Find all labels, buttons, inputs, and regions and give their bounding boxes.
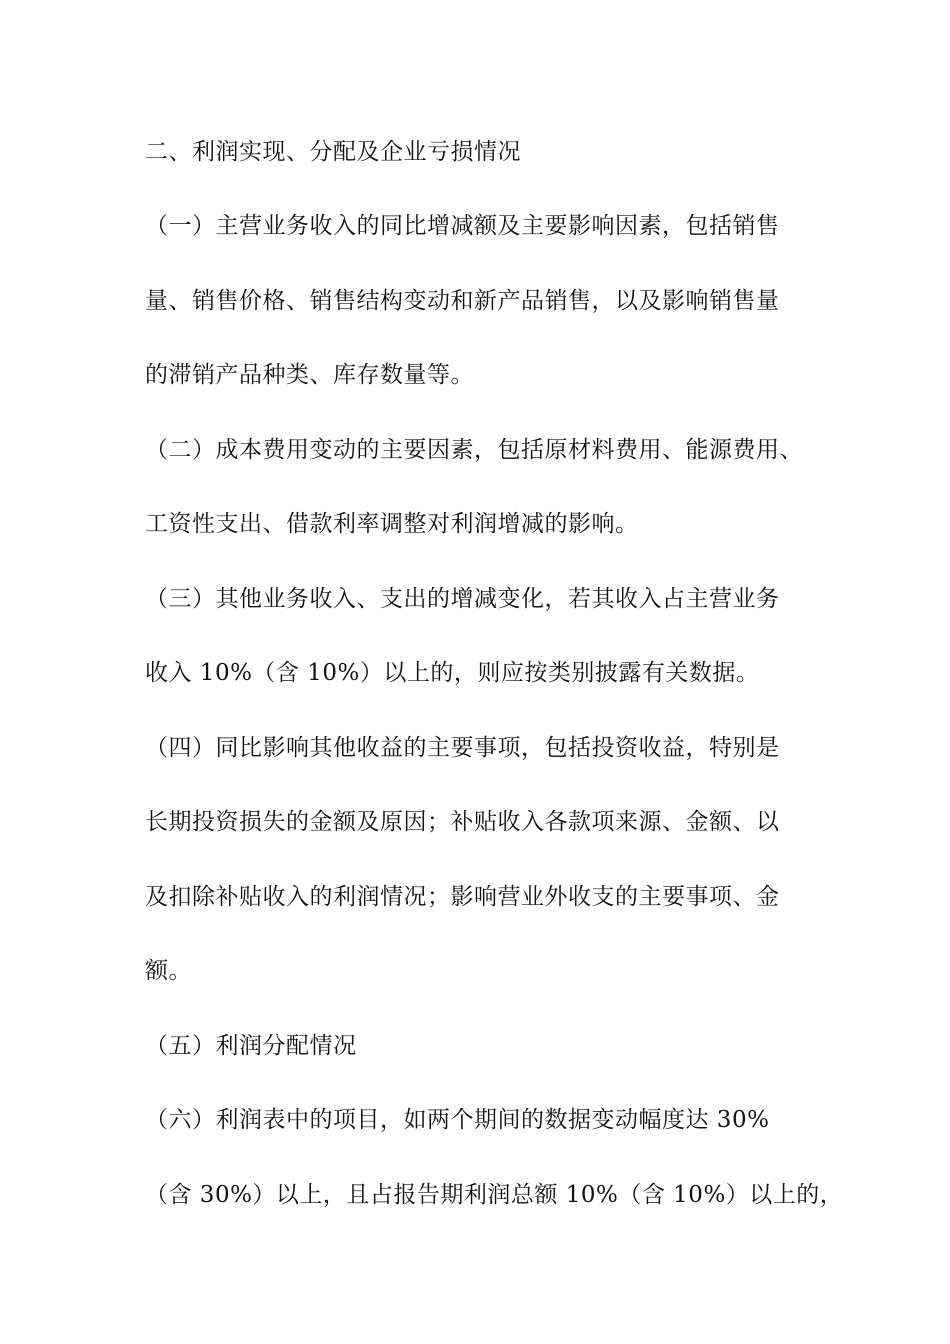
paragraph-line: （三）其他业务收入、支出的增减变化，若其收入占主营业务 [145, 586, 780, 612]
paragraph-line: 的滞销产品种类、库存数量等。 [145, 362, 474, 388]
paragraph-line: （四）同比影响其他收益的主要事项，包括投资收益，特别是 [145, 735, 780, 761]
paragraph-line: 收入 10%（含 10%）以上的，则应按类别披露有关数据。 [145, 660, 760, 686]
paragraph-line: （六）利润表中的项目，如两个期间的数据变动幅度达 30% [145, 1107, 770, 1133]
paragraph-line: 长期投资损失的金额及原因；补贴收入各款项来源、金额、以 [145, 809, 780, 835]
paragraph-line: （五）利润分配情况 [145, 1033, 357, 1059]
paragraph-line: 工资性支出、借款利率调整对利润增减的影响。 [145, 511, 639, 537]
section-heading: 二、利润实现、分配及企业亏损情况 [145, 139, 521, 165]
paragraph-line: 及扣除补贴收入的利润情况；影响营业外收支的主要事项、金 [145, 884, 780, 910]
paragraph-line: 额。 [145, 958, 192, 984]
paragraph-line: （含 30%）以上，且占报告期利润总额 10%（含 10%）以上的， [145, 1182, 844, 1208]
paragraph-line: （二）成本费用变动的主要因素，包括原材料费用、能源费用、 [145, 437, 803, 463]
paragraph-line: 量、销售价格、销售结构变动和新产品销售，以及影响销售量 [145, 288, 780, 314]
paragraph-line: （一）主营业务收入的同比增减额及主要影响因素，包括销售 [145, 213, 780, 239]
